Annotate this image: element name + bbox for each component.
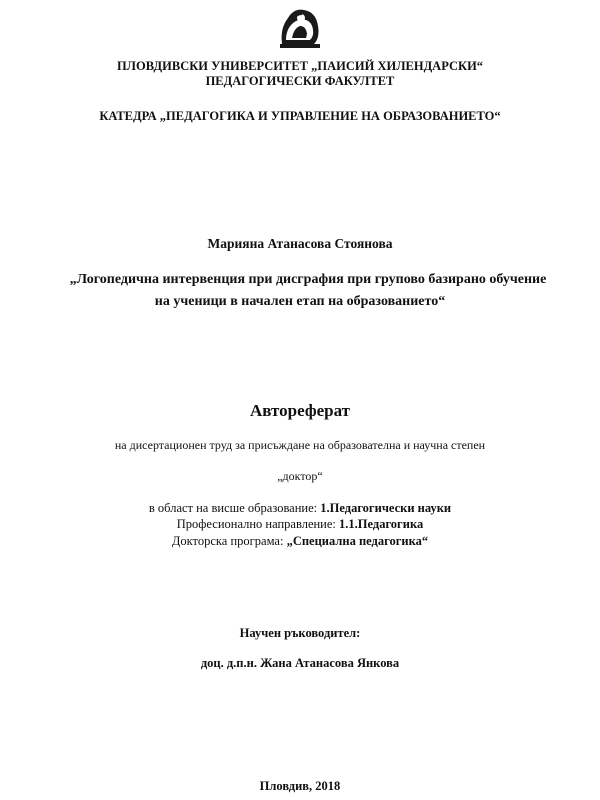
abstract-heading: Автореферат bbox=[249, 401, 351, 420]
author-name: Марияна Атанасова Стоянова bbox=[207, 236, 393, 251]
purpose-text: на дисертационен труд за присъждане на образователна и научна степен bbox=[114, 438, 486, 452]
dissertation-title-line-1: „Логопедична интервенция при дисграфия при групово базирано обучение bbox=[69, 272, 547, 287]
field-label: в област на висше образование: bbox=[148, 501, 318, 515]
program-label: Докторска програма: bbox=[171, 534, 284, 548]
field-line bbox=[0, 502, 600, 515]
field-value: 1.Педагогически науки bbox=[320, 501, 452, 515]
footer-place-year: Пловдив, 2018 bbox=[259, 779, 341, 793]
direction-label: Професионално направление: bbox=[176, 517, 336, 531]
department-name: КАТЕДРА „ПЕДАГОГИКА И УПРАВЛЕНИЕ НА ОБРАЗОВАНИЕТО“ bbox=[99, 109, 501, 123]
direction-line bbox=[0, 518, 600, 531]
program-line bbox=[0, 535, 600, 548]
faculty-name: ПЕДАГОГИЧЕСКИ ФАКУЛТЕТ bbox=[205, 74, 395, 88]
supervisor-label: Научен ръководител: bbox=[239, 626, 361, 640]
university-name: ПЛОВДИВСКИ УНИВЕРСИТЕТ „ПАИСИЙ ХИЛЕНДАРСКИ“ bbox=[116, 59, 484, 73]
program-value: „Специална педагогика“ bbox=[286, 534, 429, 548]
direction-value: 1.1.Педагогика bbox=[339, 517, 424, 531]
university-logo-icon bbox=[276, 4, 324, 50]
degree-text: „доктор“ bbox=[277, 469, 323, 483]
dissertation-title-line-2: на ученици в начален етап на образованието“ bbox=[154, 294, 446, 309]
supervisor-name: доц. д.п.н. Жана Атанасова Янкова bbox=[200, 656, 400, 670]
